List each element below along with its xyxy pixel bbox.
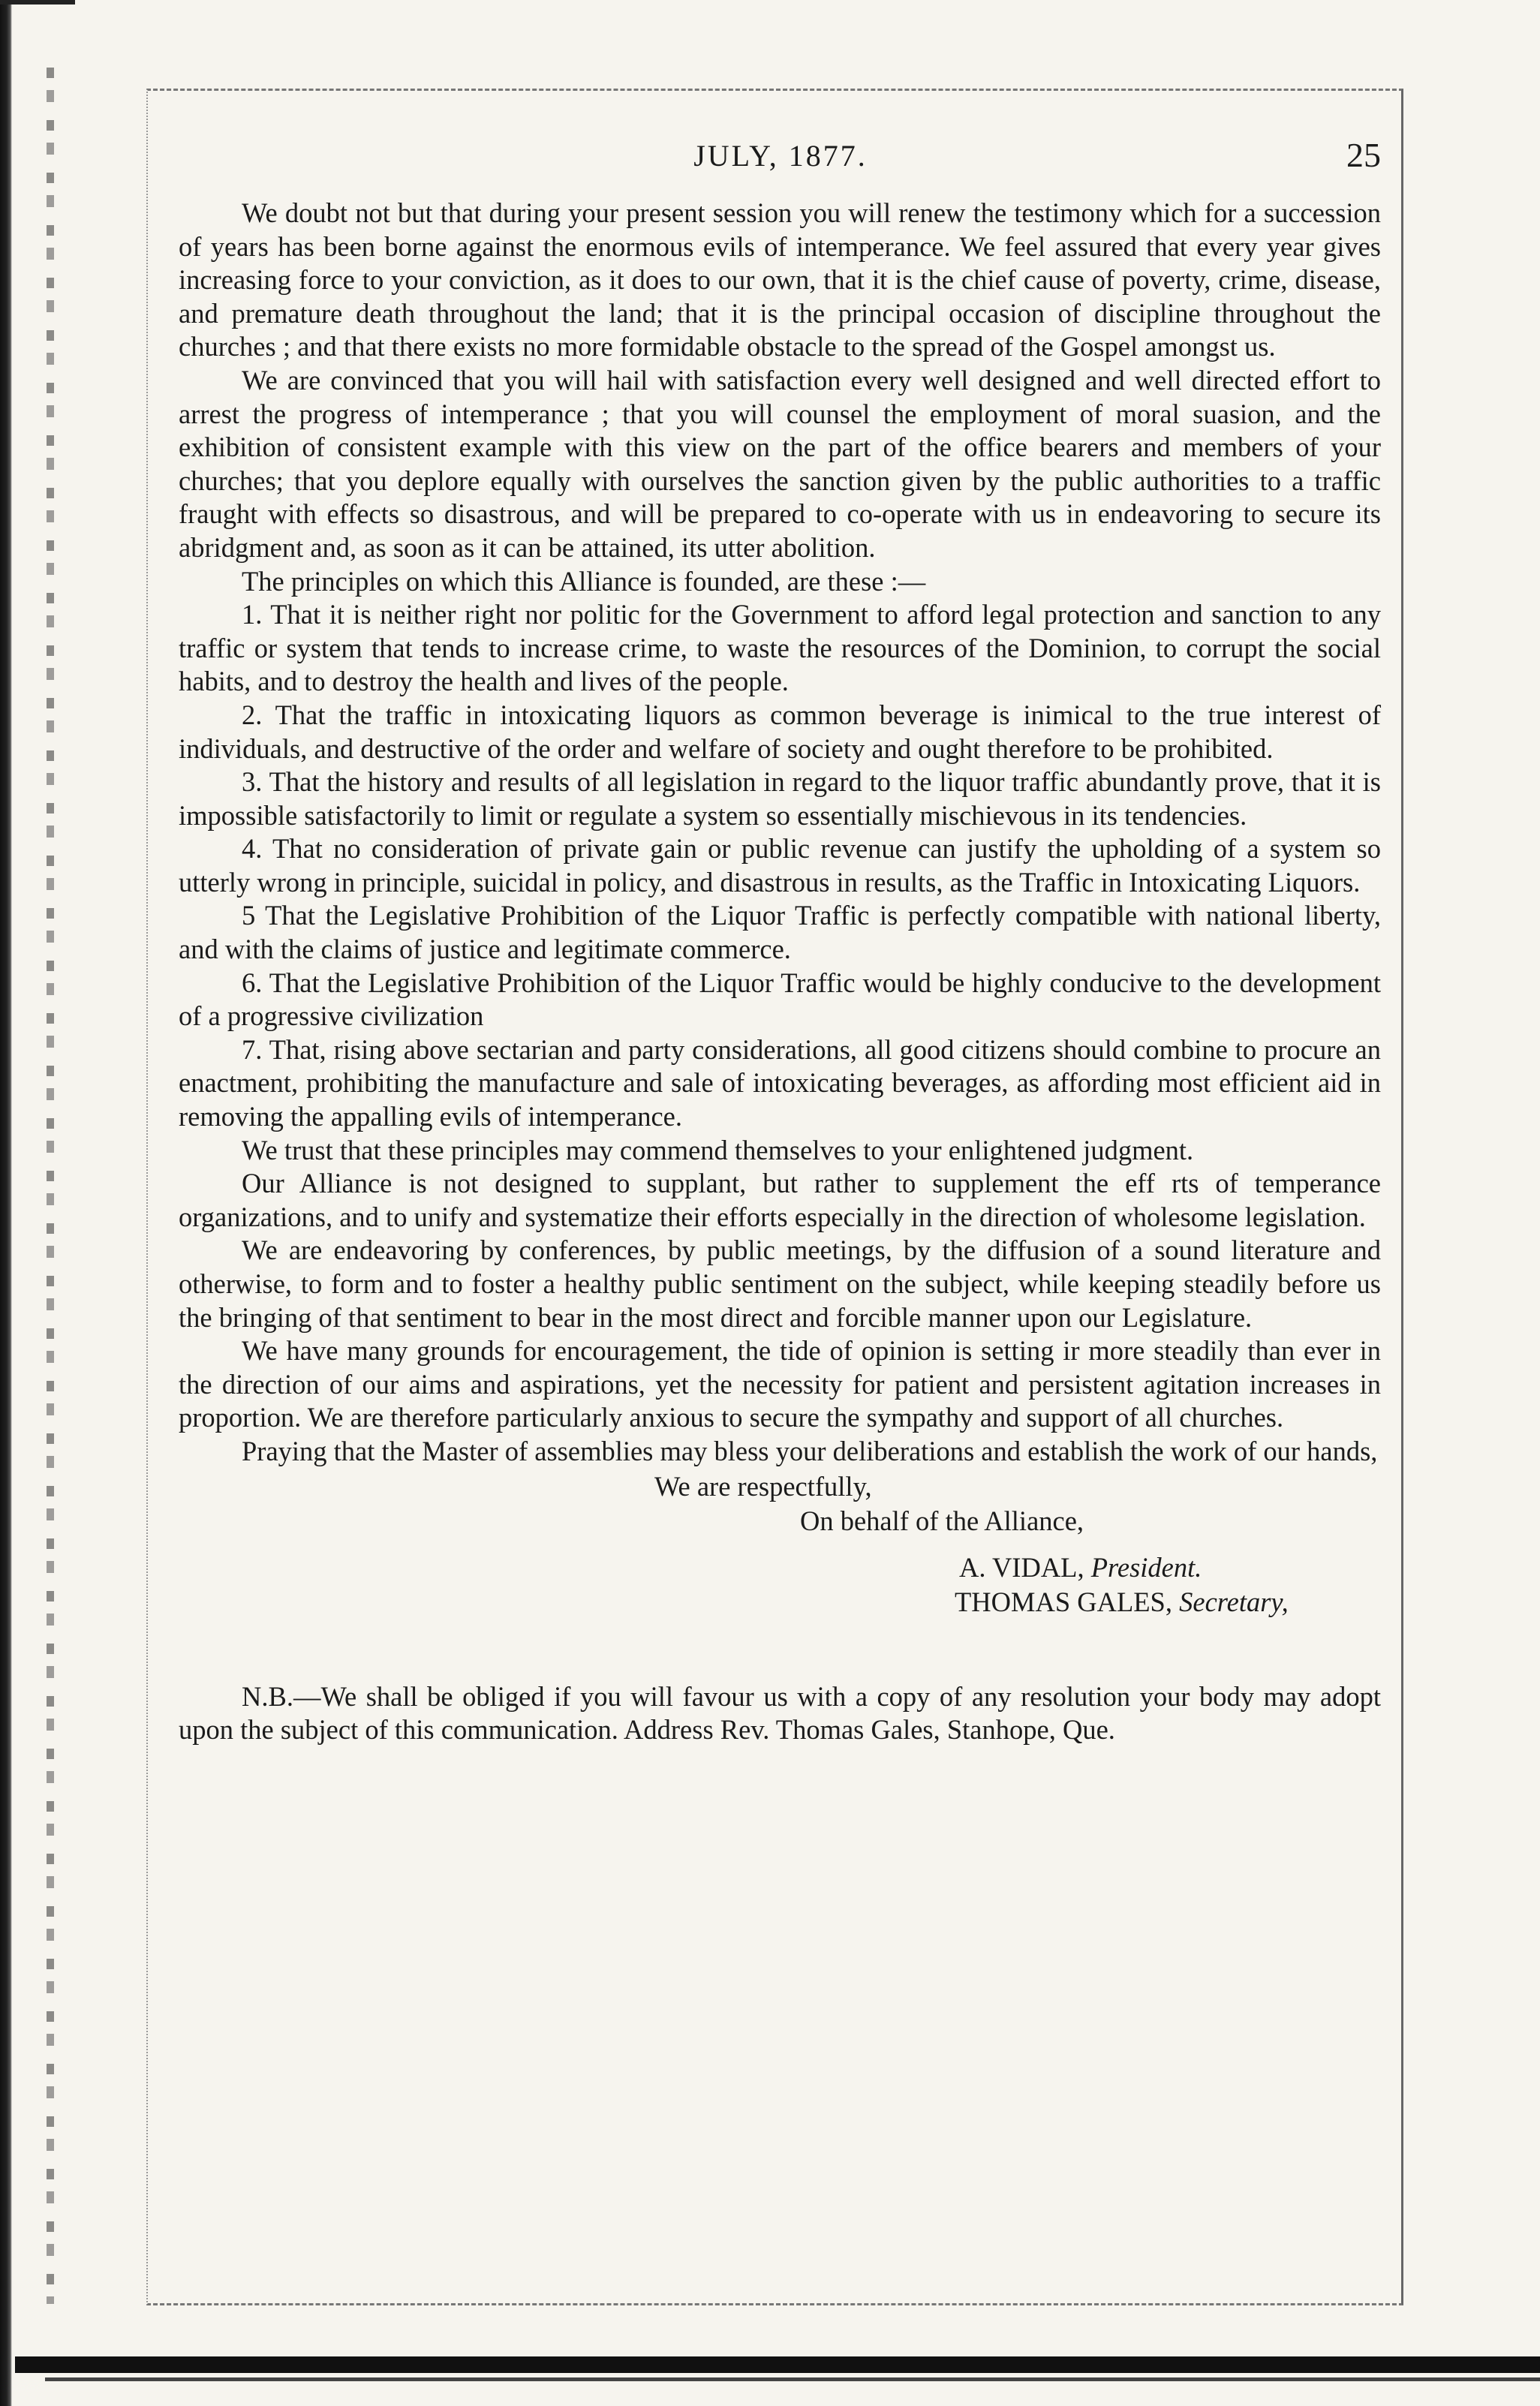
signature-president <box>959 1551 1202 1585</box>
scan-bottom-edge <box>15 2356 1540 2373</box>
paragraph-endeavoring: We are endeavoring by conferences, by public meetings, by the diffusion of a sound literature and otherwise, to form and to foster a healthy public sentiment on the subject, while keeping steadily before us the bringing of that sentiment to bear in the most direct and forcible manner upon our Legislature. <box>179 1235 1381 1333</box>
paragraph-convinced: We are convinced that you will hail with satisfaction every well designed and well directed effort to arrest the progress of intemperance ; that you will counsel the employment of moral suasion, and the exhibition of consistent example with this view on the part of the office bearers and members of your churches; that you deplore equally with ourselves the sanction given by the public authorities to a traffic fraught with effects so disastrous, and will be prepared to co-operate with us in endeavoring to secure its abridgment and, as soon as it can be attained, its utter abolition. <box>179 364 1381 563</box>
principle-3: 3. That the history and results of all legislation in regard to the liquor traffic abundantly prove, that it is impossible satisfactorily to limit or regulate a system so essentially mischievous in its tendencies. <box>179 766 1381 831</box>
signature-secretary <box>955 1586 1289 1620</box>
paragraph-principles-intro: The principles on which this Alliance is founded, are these :— <box>242 565 926 597</box>
president-title: President. <box>1090 1551 1202 1583</box>
scan-bottom-edge-shadow <box>45 2377 1540 2381</box>
paragraph-trust: We trust that these principles may commend themselves to your enlightened judgment. <box>242 1134 1194 1165</box>
principle-6: 6. That the Legislative Prohibition of the Liquor Traffic would be highly conducive to the development of a progressive civilization <box>179 967 1381 1032</box>
paragraph-encouragement: We have many grounds for encouragement, the tide of opinion is setting ir more steadily than ever in the direction of our aims and aspirations, yet the necessity for patient and persistent agitation increases in proportion. We are therefore particularly anxious to secure the sympathy and support of all churches. <box>179 1335 1381 1433</box>
closing-block <box>179 1469 1381 1703</box>
principle-7: 7. That, rising above sectarian and party considerations, all good citizens should combine to procure an enactment, prohibiting the manufacture and sale of intoxicating beverages, as affording most efficient aid in removing the appalling evils of intemperance. <box>179 1033 1381 1132</box>
principle-2: 2. That the traffic in intoxicating liquors as common beverage is inimical to the true interest of individuals, and destructive of the order and welfare of society and ought therefore to be prohibited. <box>179 699 1381 764</box>
secretary-name: THOMAS GALES, <box>955 1586 1172 1617</box>
paragraph-alliance: Our Alliance is not designed to supplant, but rather to supplement the eff rts of temperance organizations, and to unify and systematize their efforts especially in the direction of wholesome legislation. <box>179 1168 1381 1232</box>
book-spine-shadow <box>0 0 12 2406</box>
principle-4: 4. That no consideration of private gain or public revenue can justify the upholding of a system so utterly wrong in principle, suicidal in policy, and disastrous in results, as the Traffic in Intoxicating Liquors. <box>179 833 1381 898</box>
letter-body <box>179 197 1381 1747</box>
paragraph-testimony: We doubt not but that during your present session you will renew the testimony which for a succession of years has been borne against the enormous evils of intemperance. We feel assured that every year gives increasing force to your conviction, as it does to our own, that it is the chief cause of poverty, crime, disease, and premature death throughout the land; that it is the principal occasion of discipline throughout the churches ; and that there exists no more formidable obstacle to the spread of the Gospel amongst us. <box>179 197 1381 362</box>
secretary-title: Secretary, <box>1179 1586 1289 1617</box>
salutation: We are respectfully, <box>654 1470 872 1502</box>
postscript: N.B.—We shall be obliged if you will favour us with a copy of any resolution your body may adopt upon the subject of this communication. Address Rev. Thomas Gales, Stanhope, Que. <box>179 1680 1381 1746</box>
gutter-stitching <box>47 68 54 2304</box>
principle-1: 1. That it is neither right nor politic for the Government to afford legal protection and sanction to any traffic or system that tends to increase crime, to waste the resources of the Dominion, to corrupt the social habits, and to destroy the health and lives of the people. <box>179 599 1381 697</box>
page-number: 25 <box>1346 136 1381 174</box>
paragraph-praying: Praying that the Master of assemblies may bless your deliberations and establish the work of our hands, <box>242 1435 1378 1466</box>
page-header <box>180 135 1381 195</box>
running-title: JULY, 1877. <box>693 139 868 173</box>
behalf-line: On behalf of the Alliance, <box>800 1505 1084 1536</box>
president-name: A. VIDAL, <box>959 1551 1084 1583</box>
principle-5: 5 That the Legislative Prohibition of the Liquor Traffic is perfectly compatible with national liberty, and with the claims of justice and legitimate commerce. <box>179 900 1381 965</box>
scan-edge-mark <box>0 0 75 5</box>
